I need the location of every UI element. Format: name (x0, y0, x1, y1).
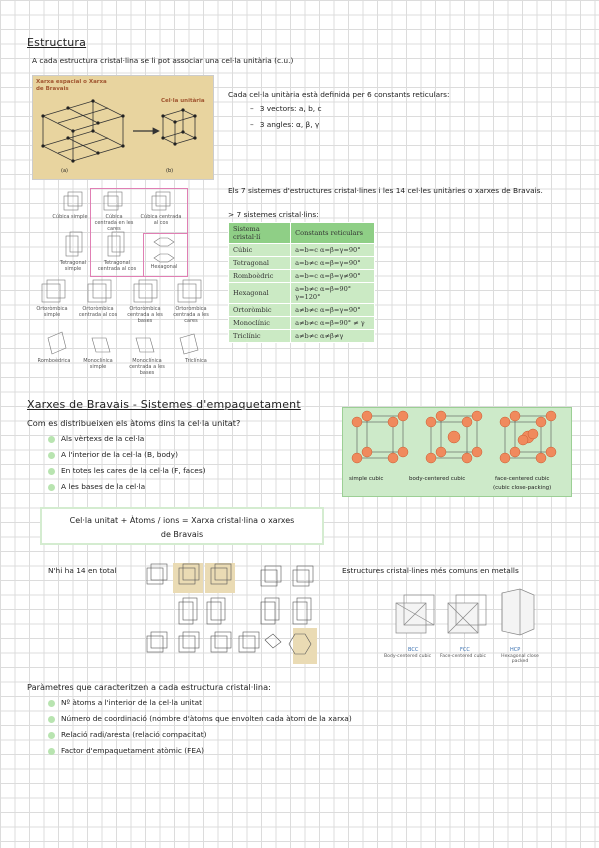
cell-label-12: Monoclínica simple (83, 358, 113, 370)
cell-label-5: Tetragonal centrada al cos (97, 260, 137, 272)
fourteen-lattices-figure (143, 560, 321, 672)
cell-label-1: Cúbica simple (52, 214, 88, 220)
table-row (229, 330, 375, 343)
parameters-heading: Paràmetres que caracteritzen a cada estructura cristal·lina: (27, 682, 271, 692)
metal-abbr-hcp: HCP (510, 647, 521, 653)
table-cell: a=b=c α=β=γ=90° (291, 244, 375, 257)
param-atoms: Nº àtoms a l'interior de la cel·la unitat (48, 698, 202, 707)
lattices-drawing (143, 560, 321, 672)
table-cell: Tetragonal (229, 257, 291, 270)
bullet-dot (48, 452, 55, 459)
param-fea: Factor d'empaquetament atòmic (FEA) (48, 746, 204, 755)
table-row (229, 317, 375, 330)
bullet-dot (48, 468, 55, 475)
bravais-lattice-figure (32, 75, 214, 180)
crystal-systems-table (228, 222, 375, 343)
bullet-vertices: Als vèrtexs de la cel·la (48, 434, 144, 443)
bullet-dot (48, 748, 55, 755)
cell-label-7: Ortoròmbica simple (36, 306, 68, 318)
metal-abbr-bcc: BCC (408, 647, 419, 653)
formula-line-2: de Bravais (160, 530, 204, 539)
bullet-dot (48, 436, 55, 443)
packing-label-ccp: (cubic close-packing) (493, 485, 552, 491)
formula-line-1: Cel·la unitat + Àtoms / ions = Xarxa cristal·lina o xarxes (69, 516, 295, 525)
table-cell: a=b≠c α=β=γ=90° (291, 257, 375, 270)
section-title-estructura: Estructura (27, 36, 87, 49)
total-note: N'hi ha 14 en total (48, 566, 117, 575)
metals-drawing (392, 585, 542, 647)
cell-label-2: Cúbica centrada en les cares (94, 214, 134, 232)
lattice-drawing (33, 76, 213, 179)
cell-label-9: Ortoròmbica centrada a les bases (127, 306, 163, 324)
metal-name-hcp: Hexagonal close packed (501, 654, 539, 664)
cell-label-3: Cúbica centrada al cos (140, 214, 182, 226)
metal-abbr-fcc: FCC (460, 647, 470, 653)
table-row (229, 283, 375, 304)
table-cell: Monoclínic (229, 317, 291, 330)
param-ratio: Relació radi/aresta (relació compacitat) (48, 730, 207, 739)
cell-label-4: Tetragonal simple (59, 260, 87, 272)
bullet-bases: A les bases de la cel·la (48, 482, 145, 491)
table-cell: a≠b≠c α=β=90° ≠ γ (291, 317, 375, 330)
table-cell: a=b≠c α=β=90° γ=120° (291, 283, 375, 304)
sub-b: (b) (166, 168, 174, 174)
table-header: Constants reticulars (291, 223, 375, 244)
table-cell: Ortoròmbic (229, 304, 291, 317)
cell-label-13: Monoclínica centrada a les bases (129, 358, 165, 376)
table-row (229, 270, 375, 283)
cell-label-8: Ortoròmbica centrada al cos (78, 306, 118, 318)
unit-cell-label: Cel·la unitària (161, 98, 205, 104)
distribution-question: Com es distribueixen els àtoms dins la cel·la unitat? (27, 418, 241, 428)
table-row (229, 304, 375, 317)
param-coordination: Número de coordinació (nombre d'àtoms que envolten cada àtom de la xarxa) (48, 714, 352, 723)
sub-a: (a) (61, 168, 68, 174)
bullet-body: A l'interior de la cel·la (B, body) (48, 450, 178, 459)
table-cell: a≠b≠c α≠β≠γ (291, 330, 375, 343)
bullet-dot (48, 484, 55, 491)
systems-heading: > 7 sistemes cristal·lins: (228, 210, 319, 219)
bravais-sentence: Els 7 sistemes d'estructures cristal·lines i les 14 cel·les unitàries o xarxes de Bravais. (228, 186, 543, 195)
table-cell: Hexagonal (229, 283, 291, 304)
bullet-dot (48, 700, 55, 707)
table-cell: Romboèdric (229, 270, 291, 283)
metals-figure (384, 585, 542, 665)
metal-name-bcc: Body-centered cubic (384, 654, 432, 659)
table-header: Sistema cristal·lí (229, 223, 291, 244)
vectors-item: – 3 vectors: a, b, c (250, 104, 322, 113)
angles-item: – 3 angles: α, β, γ (250, 120, 320, 129)
packing-figure (342, 407, 572, 497)
table-cell: Cúbic (229, 244, 291, 257)
cell-label-10: Ortoròmbica centrada a les cares (173, 306, 209, 324)
packing-label-fcc: face-centered cubic (495, 476, 550, 482)
table-cell: a≠b≠c α=β=γ=90° (291, 304, 375, 317)
bullet-dot (48, 716, 55, 723)
table-row (229, 244, 375, 257)
bullet-faces: En totes les cares de la cel·la (F, faces) (48, 466, 206, 475)
packing-label-sc: simple cubic (349, 476, 384, 482)
cell-label-14: Triclínica (185, 358, 207, 364)
metals-heading: Estructures cristal·lines més comuns en metalls (342, 566, 519, 575)
cell-label-11: Romboèdrica (37, 358, 71, 364)
table-row (229, 257, 375, 270)
packing-drawing (343, 408, 571, 478)
definition-text: Cada cel·la unitària està definida per 6 constants reticulars: (228, 90, 450, 99)
metal-name-fcc: Face-centered cubic (440, 654, 487, 659)
table-header-row (229, 223, 375, 244)
bravais-cells-figure (28, 188, 218, 376)
table-cell: a=b=c α=β=γ≠90° (291, 270, 375, 283)
table-cell: Triclínic (229, 330, 291, 343)
bullet-dot (48, 732, 55, 739)
packing-label-bcc: body-centered cubic (409, 476, 466, 482)
section-title-bravais: Xarxes de Bravais - Sistemes d'empaquetament (27, 398, 301, 411)
lattice-label: Xarxa espacial o Xarxa de Bravais (36, 79, 107, 92)
formula-box (40, 507, 324, 545)
cell-label-6: Hexagonal (150, 264, 178, 270)
intro-text: A cada estructura cristal·lina se li pot associar una cel·la unitària (c.u.) (32, 56, 294, 65)
